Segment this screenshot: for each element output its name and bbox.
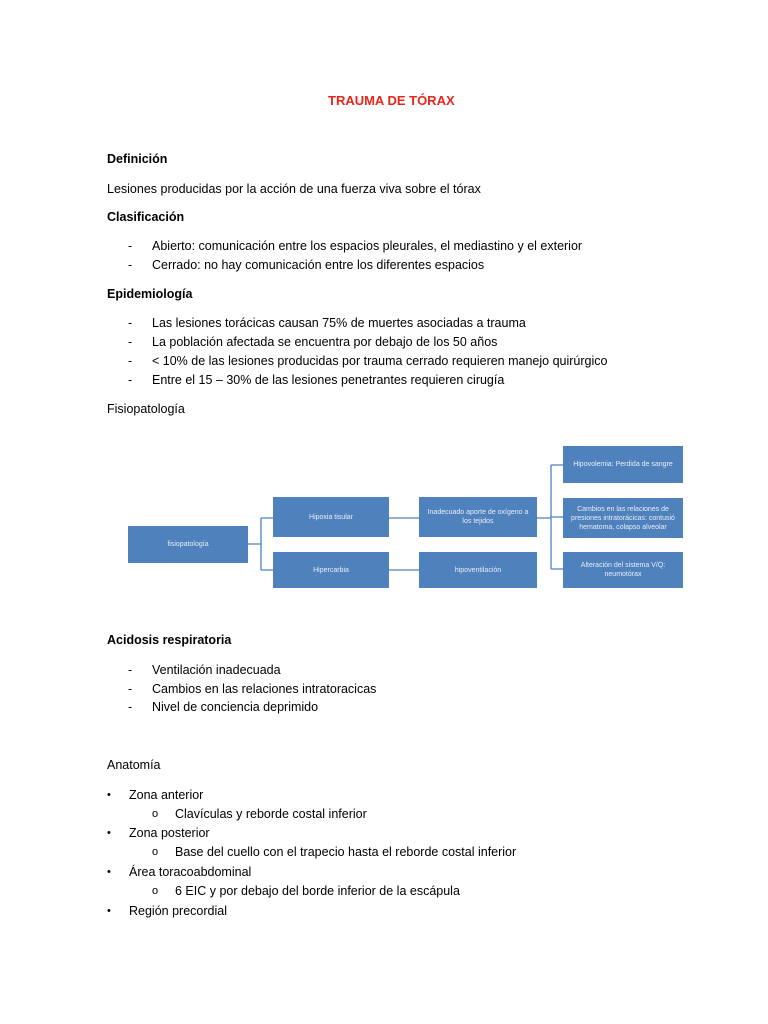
circle-marker: o — [152, 885, 159, 897]
hipercarbia-box: Hipercarbia — [273, 552, 389, 588]
cambios-box: Cambios en las relaciones de presiones intratorácicas: contusió hematoma, colapso alveolar — [563, 498, 683, 538]
dash-marker: - — [128, 335, 133, 349]
dash-marker: - — [128, 663, 133, 677]
acidosis-item: Ventilación inadecuada — [152, 663, 281, 677]
definicion-text: Lesiones producidas por la acción de una fuerza viva sobre el tórax — [107, 182, 481, 196]
dash-marker: - — [128, 682, 133, 696]
fisiopatologia-root-box: fisiopatología — [128, 526, 248, 563]
bullet-marker: • — [107, 866, 111, 878]
fisiopatologia-heading: Fisiopatología — [107, 402, 185, 416]
anatomia-zone: Área toracoabdominal — [129, 865, 252, 879]
dash-marker: - — [128, 316, 133, 330]
acidosis-item: Cambios en las relaciones intratoracicas — [152, 682, 377, 696]
epidemiologia-item: Las lesiones torácicas causan 75% de muertes asociadas a trauma — [152, 316, 526, 330]
anatomia-zone-detail: 6 EIC y por debajo del borde inferior de la escápula — [175, 884, 460, 898]
aporte-box: Inadecuado aporte de oxígeno a los tejidos — [419, 497, 537, 537]
anatomia-zone: Zona posterior — [129, 826, 210, 840]
epidemiologia-item: < 10% de las lesiones producidas por trauma cerrado requieren manejo quirúrgico — [152, 354, 608, 368]
dash-marker: - — [128, 700, 133, 714]
definicion-heading: Definición — [107, 152, 168, 166]
clasificacion-item: Abierto: comunicación entre los espacios pleurales, el mediastino y el exterior — [152, 239, 583, 253]
anatomia-zone: Región precordial — [129, 904, 227, 918]
bullet-marker: • — [107, 905, 111, 917]
dash-marker: - — [128, 373, 133, 387]
epidemiologia-item: Entre el 15 – 30% de las lesiones penetrantes requieren cirugía — [152, 373, 505, 387]
clasificacion-heading: Clasificación — [107, 210, 185, 224]
hipoxia-box: Hipoxia tisular — [273, 497, 389, 537]
page-title: TRAUMA DE TÓRAX — [328, 93, 455, 108]
alteracion-box: Alteración del sistema V/Q: neumotórax — [563, 552, 683, 588]
hipoventilacion-box: hipoventilación — [419, 552, 537, 588]
dash-marker: - — [128, 258, 133, 272]
dash-marker: - — [128, 354, 133, 368]
acidosis-heading: Acidosis respiratoria — [107, 633, 232, 647]
clasificacion-item: Cerrado: no hay comunicación entre los diferentes espacios — [152, 258, 485, 272]
acidosis-item: Nivel de conciencia deprimido — [152, 700, 319, 714]
anatomia-zone-detail: Clavículas y reborde costal inferior — [175, 807, 367, 821]
anatomia-heading: Anatomía — [107, 758, 161, 772]
epidemiologia-heading: Epidemiología — [107, 287, 193, 301]
hipovolemia-box: Hipovolemia: Perdida de sangre — [563, 446, 683, 483]
circle-marker: o — [152, 808, 159, 820]
epidemiologia-item: La población afectada se encuentra por debajo de los 50 años — [152, 335, 498, 349]
bullet-marker: • — [107, 827, 111, 839]
anatomia-zone-detail: Base del cuello con el trapecio hasta el reborde costal inferior — [175, 845, 517, 859]
bullet-marker: • — [107, 789, 111, 801]
circle-marker: o — [152, 846, 159, 858]
anatomia-zone: Zona anterior — [129, 788, 204, 802]
dash-marker: - — [128, 239, 133, 253]
